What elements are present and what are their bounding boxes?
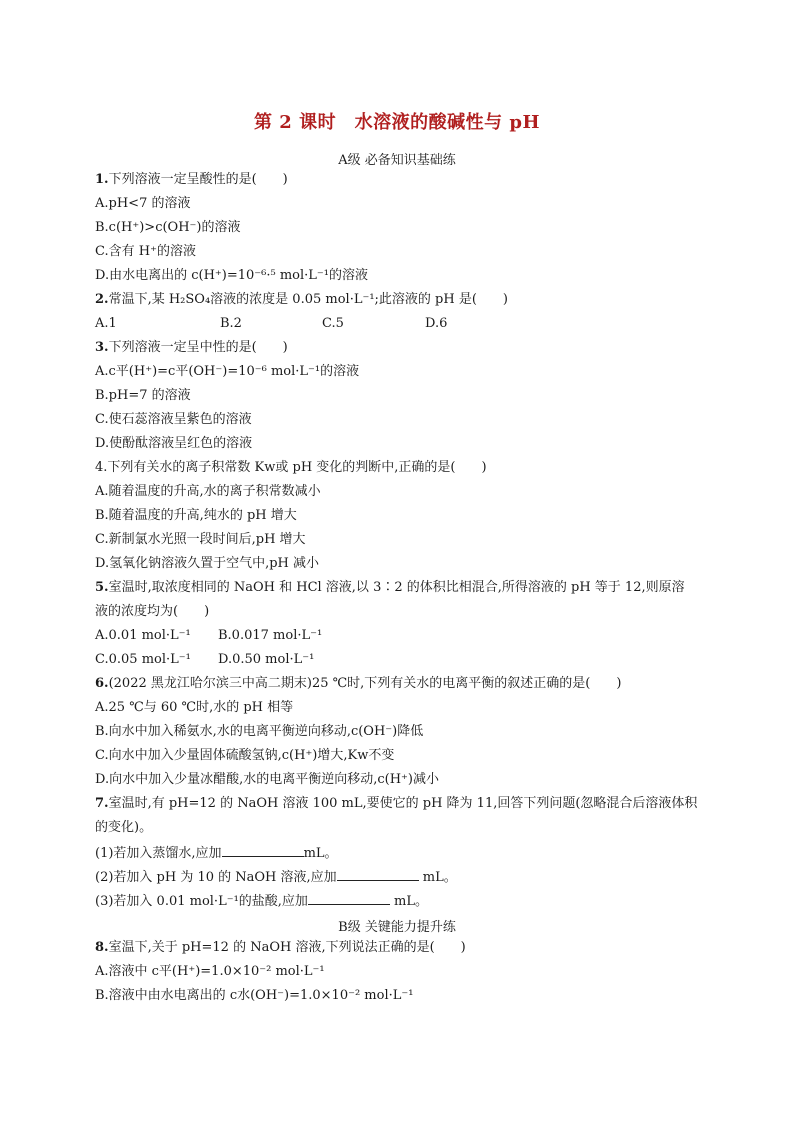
question-8-stem: 8.室温下,关于 pH=12 的 NaOH 溶液,下列说法正确的是( ): [95, 940, 466, 955]
question-2-option-d: D.6: [425, 316, 448, 331]
question-7-stem: 7.室温时,有 pH=12 的 NaOH 溶液 100 mL,要使它的 pH 降为 11,回答下列问题(忽略混合后溶液体积: [95, 796, 698, 811]
question-1-option-a: A.pH<7 的溶液: [95, 196, 191, 211]
question-1-option-d: D.由水电离出的 c(H⁺)=10⁻⁶·⁵ mol·L⁻¹的溶液: [95, 268, 368, 283]
question-1-stem: 1.下列溶液一定呈酸性的是( ): [95, 172, 288, 187]
question-8-option-a: A.溶液中 c平(H⁺)=1.0×10⁻² mol·L⁻¹: [95, 964, 325, 979]
question-5-option-d: D.0.50 mol·L⁻¹: [218, 652, 315, 667]
question-1-option-b: B.c(H⁺)>c(OH⁻)的溶液: [95, 220, 241, 235]
question-3-stem: 3.下列溶液一定呈中性的是( ): [95, 340, 288, 355]
answer-blank-3[interactable]: [308, 892, 390, 905]
question-3-option-c: C.使石蕊溶液呈紫色的溶液: [95, 412, 252, 427]
question-6-option-d: D.向水中加入少量冰醋酸,水的电离平衡逆向移动,c(H⁺)减小: [95, 772, 439, 787]
question-8-option-b: B.溶液中由水电离出的 c水(OH⁻)=1.0×10⁻² mol·L⁻¹: [95, 988, 414, 1003]
question-7-stem-cont: 的变化)。: [95, 820, 153, 835]
question-6-option-c: C.向水中加入少量固体硫酸氢钠,c(H⁺)增大,Kw不变: [95, 748, 395, 763]
question-2-stem: 2.常温下,某 H₂SO₄溶液的浓度是 0.05 mol·L⁻¹;此溶液的 pH 是( ): [95, 292, 508, 307]
question-4-option-d: D.氢氧化钠溶液久置于空气中,pH 减小: [95, 556, 320, 571]
question-5-option-b: B.0.017 mol·L⁻¹: [218, 628, 323, 643]
question-5-stem: 5.室温时,取浓度相同的 NaOH 和 HCl 溶液,以 3∶2 的体积比相混合,所得溶液的 pH 等于 12,则原溶: [95, 580, 685, 595]
question-5-option-a: A.0.01 mol·L⁻¹: [95, 628, 191, 643]
answer-blank-2[interactable]: [337, 868, 419, 881]
question-2-option-c: C.5: [322, 316, 344, 331]
question-2-option-b: B.2: [220, 316, 242, 331]
answer-blank-1[interactable]: [222, 844, 304, 857]
section-b-heading: B级 关键能力提升练: [338, 920, 456, 935]
question-7-part-1: (1)若加入蒸馏水,应加 mL。: [95, 846, 338, 861]
question-7-part-3: (3)若加入 0.01 mol·L⁻¹的盐酸,应加 mL。: [95, 894, 429, 909]
page-title: 第 2 课时 水溶液的酸碱性与 pH: [254, 112, 540, 133]
section-a-heading: A级 必备知识基础练: [338, 153, 456, 168]
question-3-option-b: B.pH=7 的溶液: [95, 388, 191, 403]
question-3-option-d: D.使酚酞溶液呈红色的溶液: [95, 436, 253, 451]
question-5-option-c: C.0.05 mol·L⁻¹: [95, 652, 191, 667]
question-3-option-a: A.c平(H⁺)=c平(OH⁻)=10⁻⁶ mol·L⁻¹的溶液: [95, 364, 360, 379]
question-6-stem: 6.(2022 黑龙江哈尔滨三中高二期末)25 ℃时,下列有关水的电离平衡的叙述正确的是( ): [95, 676, 622, 691]
question-4-stem: 4.下列有关水的离子积常数 Kw或 pH 变化的判断中,正确的是( ): [95, 460, 487, 475]
question-6-option-b: B.向水中加入稀氨水,水的电离平衡逆向移动,c(OH⁻)降低: [95, 724, 424, 739]
question-1-option-c: C.含有 H⁺的溶液: [95, 244, 196, 259]
question-7-part-2: (2)若加入 pH 为 10 的 NaOH 溶液,应加 mL。: [95, 870, 457, 885]
question-4-option-a: A.随着温度的升高,水的离子积常数减小: [95, 484, 321, 499]
question-6-option-a: A.25 ℃与 60 ℃时,水的 pH 相等: [95, 700, 294, 715]
question-4-option-c: C.新制氯水光照一段时间后,pH 增大: [95, 532, 306, 547]
question-4-option-b: B.随着温度的升高,纯水的 pH 增大: [95, 508, 297, 523]
question-2-option-a: A.1: [95, 316, 117, 331]
question-5-stem-cont: 液的浓度均为( ): [95, 604, 210, 619]
